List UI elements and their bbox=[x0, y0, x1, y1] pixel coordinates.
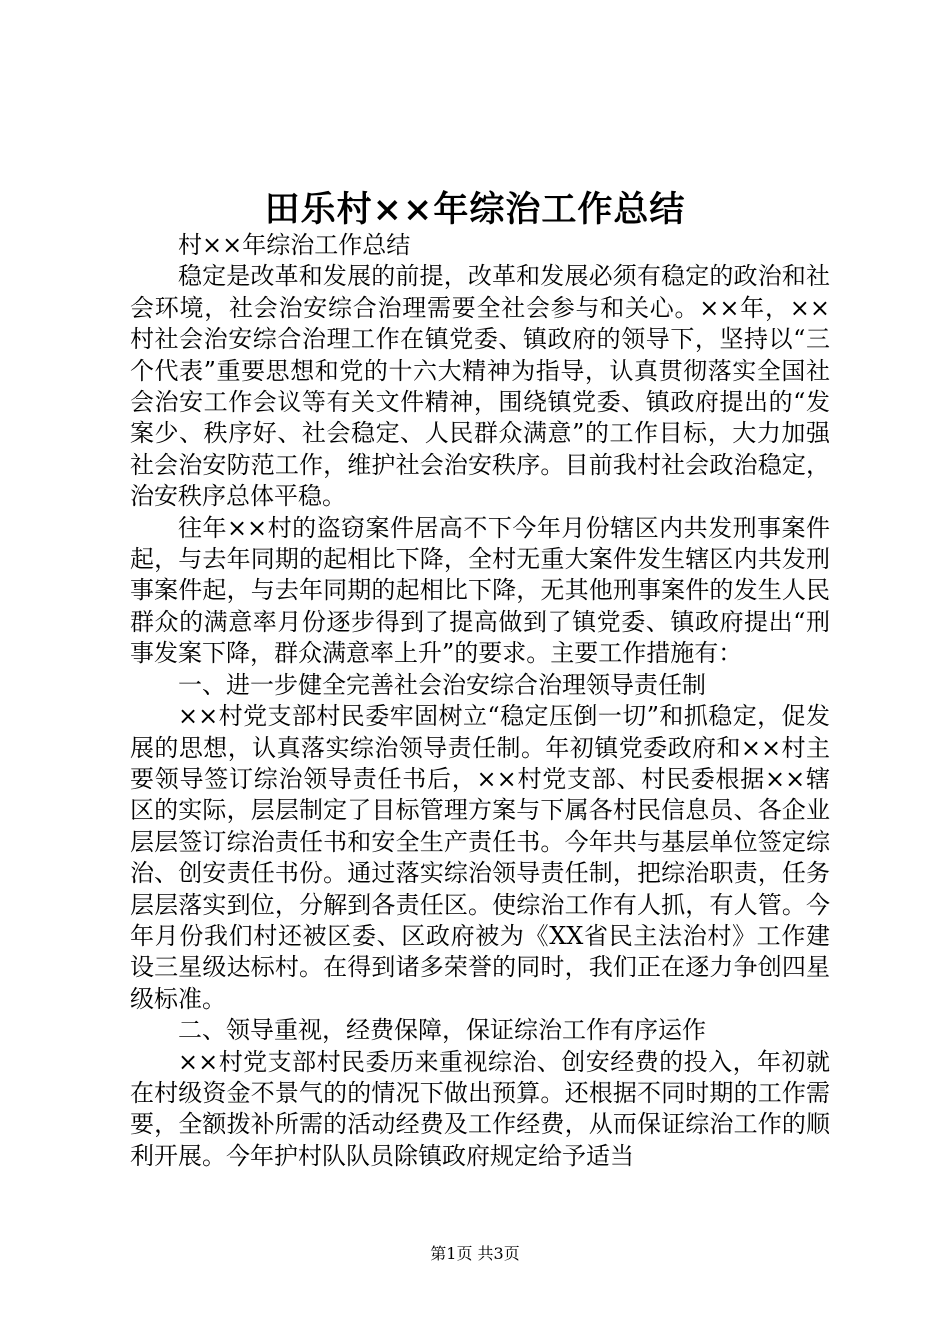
paragraph: ××村党支部村民委牢固树立“稳定压倒一切”和抓稳定，促发展的思想，认真落实综治领导责任制。年初镇党委政府和××村主要领导签订综治领导责任书后，××村党支部、村民委根据××辖区的实际，层层制定了目标管理方案与下属各村民信息员、各企业层层签订综治责任书和安全生产责任书。今年共与基层单位签定综治、创安责任书份。通过落实综治领导责任制，把综治职责，任务层层落实到位，分解到各责任区。使综治工作有人抓，有人管。今年月份我们村还被区委、区政府被为《XX省民主法治村》工作建设三星级达标村。在得到诸多荣誉的同时，我们正在逐力争创四星级标准。 bbox=[130, 702, 830, 1013]
section-heading: 二、领导重视，经费保障，保证综治工作有序运作 bbox=[178, 1016, 706, 1045]
paragraph: 往年××村的盗窃案件居高不下今年月份辖区内共发刑事案件起，与去年同期的起相比下降，全村无重大案件发生辖区内共发刑事案件起，与去年同期的起相比下降，无其他刑事案件的发生人民群众的满意率月份逐步得到了提高做到了镇党委、镇政府提出“刑事发案下降，群众满意率上升”的要求。主要工作措施有： bbox=[130, 513, 830, 668]
document-body bbox=[130, 230, 830, 1172]
paragraph: 稳定是改革和发展的前提，改革和发展必须有稳定的政治和社会环境，社会治安综合治理需要全社会参与和关心。××年，××村社会治安综合治理工作在镇党委、镇政府的领导下，坚持以“三个代表”重要思想和党的十六大精神为指导，认真贯彻落实全国社会治安工作会议等有关文件精神，围绕镇党委、镇政府提出的“发案少、秩序好、社会稳定、人民群众满意”的工作目标，大力加强社会治安防范工作，维护社会治安秩序。目前我村社会政治稳定，治安秩序总体平稳。 bbox=[130, 262, 830, 511]
paragraph: ××村党支部村民委历来重视综治、创安经费的投入，年初就在村级资金不景气的的情况下做出预算。还根据不同时期的工作需要，全额拨补所需的活动经费及工作经费，从而保证综治工作的顺利开展。今年护村队队员除镇政府规定给予适当 bbox=[130, 1047, 830, 1170]
paragraph-subtitle: 村××年综治工作总结 bbox=[178, 231, 411, 259]
document-title: 田乐村××年综治工作总结 bbox=[264, 189, 686, 230]
section-heading: 一、进一步健全完善社会治安综合治理领导责任制 bbox=[178, 670, 706, 699]
page-footer: 第1页 共3页 bbox=[430, 1244, 520, 1263]
